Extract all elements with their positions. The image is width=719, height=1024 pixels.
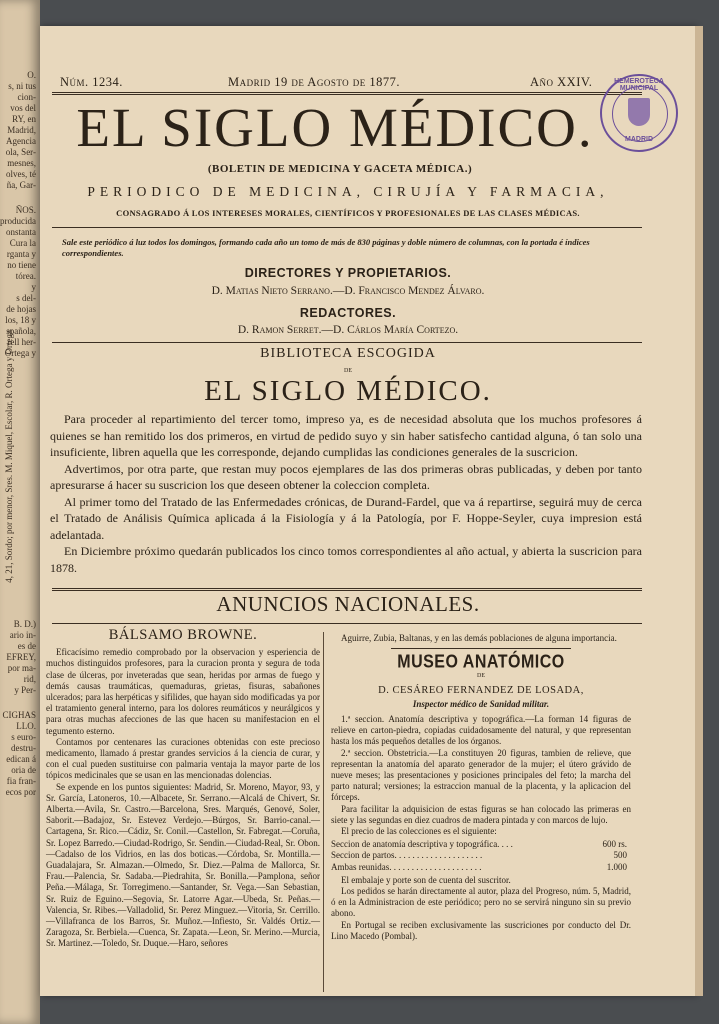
newspaper-page	[40, 26, 695, 996]
paragraph: El embalaje y porte son de cuenta del suscritor.	[341, 874, 511, 885]
adjacent-page-fragment: Madrid,	[7, 125, 36, 135]
adjacent-page-fragment: rganta y	[6, 249, 36, 259]
adjacent-page-fragment: s del-	[16, 293, 36, 303]
biblioteca-de: DE	[344, 368, 352, 374]
adjacent-page-fragment: los, 18 y	[5, 315, 36, 325]
anuncios-heading: ANUNCIOS NACIONALES.	[216, 592, 480, 616]
subtitle-periodico: PERIODICO DE MEDICINA, CIRUJÍA Y FARMACIA,	[87, 184, 609, 199]
divider	[52, 623, 642, 624]
adjacent-page-fragment: EFREY,	[6, 652, 36, 662]
divider	[52, 342, 642, 343]
adjacent-page-fragment: ña, Gar-	[6, 180, 36, 190]
paragraph: En Diciembre próximo quedarán publicados los cinco tomos correspondientes al año actual, y abierta la suscricion para 1878.	[50, 544, 642, 575]
biblioteca-title: EL SIGLO MÉDICO.	[204, 375, 492, 407]
adjacent-page-fragment: rid,	[23, 674, 36, 684]
price-label: Ambas reunidas. . . . . . . . . . . . . . . . . . . . .	[331, 861, 482, 872]
adjacent-page-fragment: tórea.	[15, 271, 36, 281]
price-row	[331, 839, 631, 850]
adjacent-page-fragment: onstanta	[6, 227, 36, 237]
adjacent-page-fragment: mesnes,	[7, 158, 36, 168]
adjacent-page-fragment: es de	[17, 641, 36, 651]
adjacent-page-edge	[0, 0, 40, 1024]
adjacent-page-fragment: Agencia	[6, 136, 36, 146]
price-row	[331, 850, 631, 861]
museo-column	[331, 633, 631, 942]
paragraph: En Portugal se reciben exclusivamente las suscriciones por conducto del Dr. Lino Macedo (Pombal).	[331, 919, 631, 941]
paragraph: El precio de las colecciones es el siguiente:	[341, 826, 497, 837]
price-value: 600 rs.	[602, 839, 627, 850]
museo-de: DE	[477, 673, 485, 680]
adjacent-page-fragment: destru-	[11, 743, 36, 753]
editors-names: D. Ramon Serret.—D. Cárlos María Cortezo.	[237, 324, 459, 336]
page-edge	[695, 26, 703, 996]
adjacent-page-fragment: Ortega y	[4, 348, 36, 358]
museo-heading: MUSEO ANATÓMICO	[397, 652, 565, 673]
column-divider	[323, 632, 324, 992]
adjacent-page-fragment: s euro-	[11, 732, 36, 742]
stamp-text-bottom: MADRID	[625, 136, 653, 143]
editors-heading: REDACTORES.	[299, 306, 397, 320]
adjacent-page-fragment: rell her-	[7, 337, 36, 347]
adjacent-page-fragment: producida	[0, 216, 36, 226]
museo-author: D. CESÁREO FERNANDEZ DE LOSADA,	[378, 684, 584, 696]
coat-of-arms-icon	[628, 98, 650, 126]
biblioteca-heading: BIBLIOTECA ESCOGIDA	[260, 346, 436, 361]
paragraph: Para proceder al repartimiento del tercer tomo, impreso ya, es de necesidad absoluta que los muchos profesores á quienes se han remitido los dos primeros, en virtud de pedido suyo y sin haber satisfecho cantidad alguna, ó tan solo una insuficiente, libren aquella que les corresponde, dejando cumplidas las condiciones generales de la suscricion.	[50, 412, 642, 459]
paragraph: Aguirre, Zubia, Baltanas, y en las demás poblaciones de alguna importancia.	[341, 633, 617, 643]
adjacent-page-fragment: ario in-	[9, 630, 36, 640]
divider	[391, 648, 571, 649]
issue-date: Madrid 19 de Agosto de 1877.	[228, 75, 401, 89]
paragraph: Eficacísimo remedio comprobado por la observacion y esperiencia de muchos distinguidos profesores, para la curacion pronta y segura de toda clase de úlceras, por inveteradas que sean, heridas por armas de fuego y demás causas traumáticas, quemaduras, grietas, fisuras, sabañones ulcerados; para las herpéticas y sifilides, que hayan sido modificadas ya por el tratamiento general interno, para los dolores reumáticos y neurálgicos y para otras muchas afecciones de las que hacen su manifestacion en el tegumento esterno.	[46, 647, 320, 736]
adjacent-page-fragment: y Per-	[14, 685, 36, 695]
paragraph: 2.ª seccion. Obstetricia.—La constituyen 20 figuras, tambien de relieve, que representan la anatomía del aparato generador de la mujer; el útero grávido de nueve meses; las presentaciones y posiciones principales del feto; la marcha del parto natural; versiones; la estraccion manual de la placenta, y la aplicacion del fórceps.	[331, 747, 631, 803]
section-rule	[52, 588, 642, 591]
header-rule	[52, 92, 642, 95]
adjacent-page-fragment: oria de	[11, 765, 36, 775]
adjacent-page-fragment: ecos por	[5, 787, 36, 797]
issue-number: Núm. 1234.	[60, 75, 123, 89]
adjacent-page-fragment: B. D.)	[13, 619, 36, 629]
adjacent-page-fragment: de hojas	[6, 304, 36, 314]
divider	[52, 227, 642, 228]
paragraph: Se expende en los puntos siguientes: Madrid, Sr. Moreno, Mayor, 93, y Sr. García, Latoneros, 10.—Albacete, Sr. Serrano.—Alcalá de Chivert, Sr. Alberta.—Avila, Sr. Castro.—Barcelona, Sres. Marqués, Genové, Soler, Saborit.—Badajoz, Sr. Estevez Verdejo.—Búrgos, Sr. Barrio-canal.—Cartagena, Sr. Rico.—Cádiz, Sr. Conil.—Castellon, Sr. Fabregat.—Coruña, Sr. Lopez Barredo.—Ciudad-Rodrigo, Sr. Sendin.—Ciudad-Real, Sr. Obon.—Cadalso de los Vidrios, en las dos boticas.—Córdoba, Sr. Montilla.—Guadalajara, Sr. Almazan.—Olmedo, Sr. Diez.—Palma de Mallorca, Sr. Frau.—Palencia, Sr. Sadaba.—Piedrahita, Sr. Bonilla.—Pamplona, señor Peña.—Málaga, Sr. Torregimeno.—Santander, Sr. Vega.—San Sebastian, Sr. Ruiz de Eguino.—Segovia, Sr. Latorre Agar.—Ubeda, Sr. Peñas.—Valencia, Sr. Ribes.—Valladolid, Sr. Perez Minguez.—Vitoria, Sr. Cerrillo.—Villafranca de los Barros, Sr. Muñoz.—Infiesto, Sr. Valdés Ortiz.—Zaragoza, Sr. Berbiela.—Cuenca, Sr. Zapata.—Leon, Sr. Merino.—Murcia, Sr. Martinez.—Toledo, Sr. Duque.—Haro, señores	[46, 781, 320, 949]
price-value: 1.000	[606, 861, 627, 872]
directors-names: D. Matias Nieto Serrano.—D. Francisco Mendez Álvaro.	[211, 285, 485, 297]
adjacent-page-fragment: no tiene	[7, 260, 36, 270]
newspaper-title: EL SIGLO MÉDICO.	[76, 97, 594, 158]
adjacent-page-fragment: s, ni tus	[8, 81, 36, 91]
directors-heading: DIRECTORES Y PROPIETARIOS.	[244, 266, 452, 280]
adjacent-page-fragment: y	[31, 282, 36, 292]
adjacent-page-fragment: olves, té	[6, 169, 36, 179]
balsamo-column	[46, 627, 320, 950]
paragraph: Al primer tomo del Tratado de las Enfermedades crónicas, de Durand-Fardel, que va á repartirse, seguirá muy de cerca el Tratado de Análisis Química aplicada á la Fisiología y á la Patología, por F. Hoppe-Seyler, cuya impresion está adelantada.	[50, 494, 642, 542]
balsamo-heading: BÁLSAMO BROWNE.	[108, 627, 258, 643]
adjacent-page-fragment: Cura la	[9, 238, 36, 248]
price-value: 500	[613, 850, 627, 861]
price-label: Seccion de anatomía descriptiva y topográfica. . . .	[331, 839, 513, 850]
adjacent-page-fragment: RY, en	[12, 114, 36, 124]
adjacent-page-fragment: por ma-	[7, 663, 36, 673]
paragraph: Advertimos, por otra parte, que restan muy pocos ejemplares de las dos primeras obras publicadas, y deben por tanto apresurarse á hacer su suscricion los que deseen obtener la coleccion completa.	[50, 461, 642, 492]
adjacent-page-vertical-text: 4, 21, Sordo; por menor, Sres. M. Miquel, Escolar, R. Ortega y Ortega	[4, 330, 14, 583]
subtitle-consagrado: CONSAGRADO Á LOS INTERESES MORALES, CIENTÍFICOS Y PROFESIONALES DE LAS CLASES MÉDICAS.	[116, 208, 580, 218]
price-list	[331, 839, 631, 873]
adjacent-page-fragment: LLO.	[16, 721, 36, 731]
adjacent-page-fragment: vos del	[10, 103, 36, 113]
biblioteca-body	[50, 411, 642, 576]
museo-inspector: Inspector médico de Sanidad militar.	[412, 698, 550, 709]
adjacent-page-fragment: spañola,	[6, 326, 36, 336]
paragraph: Para facilitar la adquisicion de estas figuras se han colocado las primeras en siete y las segundas en diez cuadros de madera pintada y con marcos de lujo.	[331, 803, 631, 825]
paragraph: Contamos por centenares las curaciones obtenidas con este precioso medicamento, llamado á prestar grandes servicios á la ciencia de curar, y con el cual pueden sustituirse con palmaria ventaja la mayor parte de los tópicos medicinales que se usan en las mencionadas dolencias.	[46, 736, 320, 781]
paragraph: Los pedidos se harán directamente al autor, plaza del Progreso, núm. 5, Madrid, ó en la Administracion de este periódico; pero no se servirá ninguno sin su previo abono.	[331, 886, 631, 919]
adjacent-page-fragment: cion-	[17, 92, 36, 102]
subtitle-boletin: (BOLETIN DE MEDICINA Y GACETA MÉDICA.)	[207, 163, 473, 175]
stamp-text-top: HEMEROTECA MUNICIPAL	[614, 78, 664, 92]
issue-year: Año XXIV.	[530, 75, 593, 89]
adjacent-page-fragment: O.	[27, 70, 36, 80]
adjacent-page-fragment: edican á	[6, 754, 36, 764]
adjacent-page-fragment: ÑOS.	[15, 205, 36, 215]
paragraph: 1.ª seccion. Anatomía descriptiva y topográfica.—La forman 14 figuras de relieve en carton-piedra, copiadas cuidadosamente del natural, y que representan hasta los más pequeños detalles de los órganos.	[331, 714, 631, 747]
adjacent-page-fragment: CIGHAS	[2, 710, 36, 720]
adjacent-page-fragment: fia fran-	[6, 776, 36, 786]
price-row	[331, 862, 631, 873]
adjacent-page-fragment: ola, Ser-	[5, 147, 36, 157]
price-label: Seccion de partos. . . . . . . . . . . . . . . . . . . .	[331, 850, 483, 861]
publication-notice: Sale este periódico á luz todos los domingos, formando cada año un tomo de más de 830 páginas y doble número de columnas, con la portada é índices correspondientes.	[62, 237, 590, 258]
